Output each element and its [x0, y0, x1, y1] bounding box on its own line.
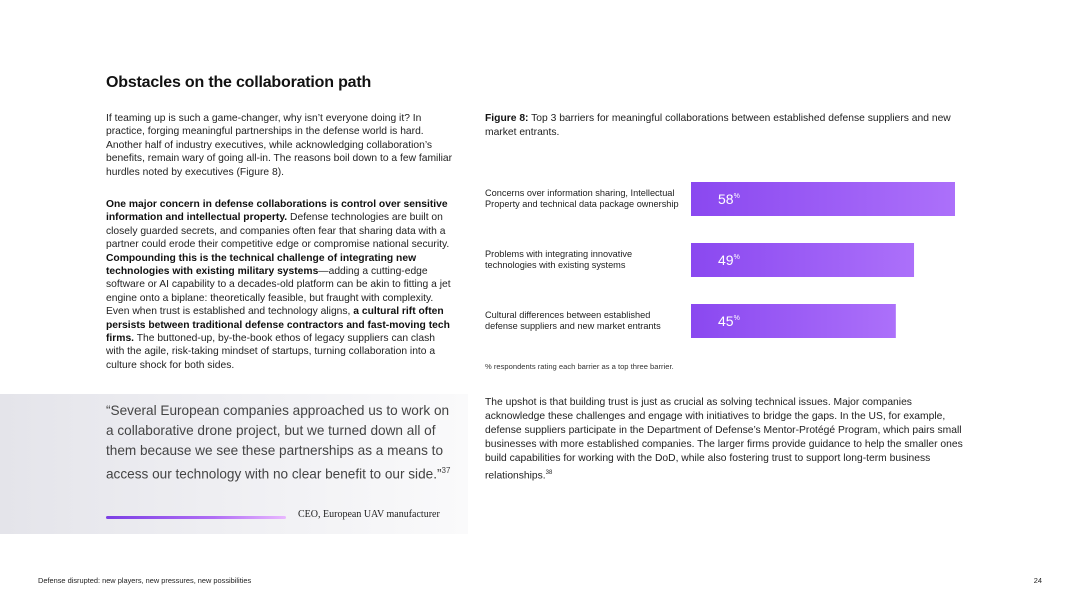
section-title: Obstacles on the collaboration path	[106, 74, 372, 91]
paragraph-text: Defense technologies are built on closely guarded secrets, and companies often fear that sharing data with a partner could erode their competitive edge or compromise national security.	[106, 212, 450, 251]
bar-value-label-2: 49%	[718, 252, 740, 268]
paragraph-text: The upshot is that building trust is just as crucial as solving technical issues. Major companies acknowledge these challenges and engage with initiatives to bridge the gaps. In the US, for example, defense suppliers participate in the Department of Defense’s Mentor-Protégé Program, which pairs small businesses with more established companies. The larger firms provide guidance to help the smaller ones build capabilities for working with the DoD, while also fostering trust to support long-term business relationships.	[485, 397, 963, 482]
quote-text	[106, 401, 456, 485]
bar-category-label-1: Concerns over information sharing, Intellectual Property and technical data package ownership	[485, 187, 679, 210]
concerns-paragraph	[106, 198, 454, 372]
footnote-ref: 38	[545, 470, 553, 476]
emphasis-cultural-rift: a cultural rift often persists between traditional defense contractors and fast-moving tech firms.	[106, 306, 450, 345]
quote-body: “Several European companies approached us to work on a collaborative drone project, but we turned down all of them because we see these partnerships as a means to access our technology with no clear benefit to our side.”	[106, 403, 450, 482]
quote-footnote-ref: 37	[441, 466, 451, 475]
bar-category-label-3: Cultural differences between established defense suppliers and new market entrants	[485, 309, 661, 332]
emphasis-ip-concern: One major concern in defense collaborations is control over sensitive information and intellectual property.	[106, 199, 448, 224]
figure-label: Figure 8:	[485, 113, 529, 124]
intro-paragraph: If teaming up is such a game-changer, why isn’t everyone doing it? In practice, forging meaningful partnerships in the defense world is hard. Another half of industry executives, while acknowledging collaboration’s benefits, remain wary of going all-in. The reasons boil down to a few familiar hurdles noted by executives (Figure 8).	[106, 113, 453, 178]
figure-caption	[485, 112, 965, 140]
chart-note: % respondents rating each barrier as a top three barrier.	[485, 362, 674, 371]
emphasis-integration: Compounding this is the technical challenge of integrating new technologies with existing military systems	[106, 252, 417, 278]
quote-accent-line	[106, 516, 286, 519]
paragraph-text: The buttoned-up, by-the-book ethos of legacy suppliers can clash with the agile, risk-taking mindset of startups, turning collaboration into a culture shock for both sides.	[106, 333, 436, 371]
footer-title: Defense disrupted: new players, new pressures, new possibilities	[38, 576, 252, 585]
upshot-paragraph	[485, 396, 963, 483]
page-number: 24	[1033, 576, 1042, 585]
paragraph-text: —adding a cutting-edge software or AI capability to a decades-old platform can be akin to fitting a jet engine onto a biplane: theoretically feasible, but fraught with complexity. Even when trust is established and technology aligns,	[106, 266, 451, 318]
quote-author: CEO, European UAV manufacturer	[298, 509, 440, 520]
bar-category-label-2: Problems with integrating innovative technologies with existing systems	[485, 248, 633, 271]
figure-caption-text: Top 3 barriers for meaningful collaborations between established defense suppliers and new market entrants.	[485, 113, 951, 138]
bar-value-label-1: 58%	[718, 191, 740, 207]
barrier-bar-chart	[480, 170, 970, 380]
bar-value-label-3: 45%	[718, 313, 740, 329]
